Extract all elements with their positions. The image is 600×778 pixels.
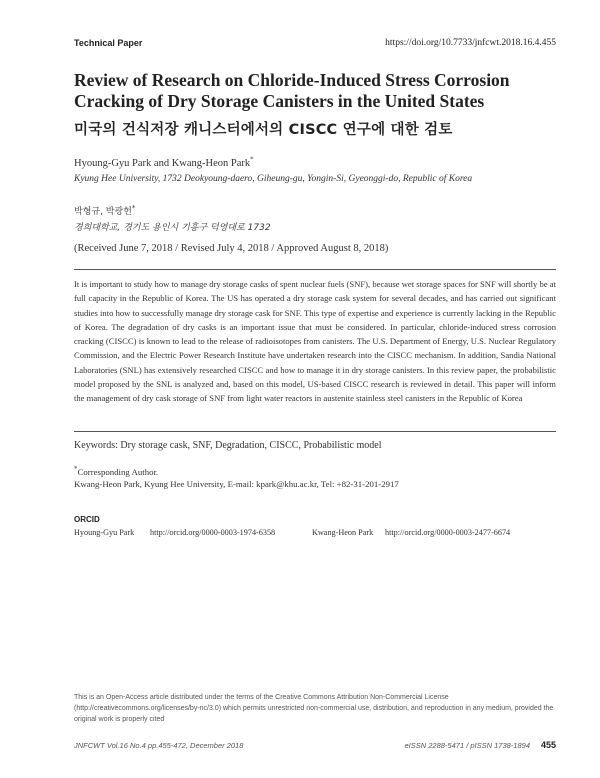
- abstract-bottom-divider: [74, 431, 556, 432]
- keywords: Keywords: Dry storage cask, SNF, Degradation, CISCC, Probabilistic model: [74, 440, 382, 451]
- authors-english-names: Hyoung-Gyu Park and Kwang-Heon Park: [74, 158, 251, 169]
- orcid-name: Kwang-Heon Park: [312, 528, 374, 537]
- page-number: 455: [540, 740, 556, 750]
- affiliation-korean: 경희대학교, 경기도 용인시 기흥구 덕영대로 1732: [74, 223, 271, 233]
- orcid-url-link[interactable]: http://orcid.org/0000-0003-2477-6674: [385, 528, 511, 537]
- affiliation-english: Kyung Hee University, 1732 Deokyoung-daero, Giheung-gu, Yongin-Si, Gyeonggi-do, Republic of Korea: [74, 174, 473, 184]
- page-header: [74, 38, 556, 54]
- title-english: Review of Research on Chloride-Induced Stress Corrosion Cracking of Dry Storage Canisters in the United States: [74, 70, 510, 111]
- title-korean: 미국의 건식저장 캐니스터에서의 CISCC 연구에 대한 검토: [74, 122, 453, 138]
- corresponding-author-details: Kwang-Heon Park, Kyung Hee University, E-mail: kpark@khu.ac.kr, Tel: +82-31-201-2917: [74, 479, 399, 489]
- abstract-top-divider: [74, 269, 556, 270]
- submission-dates: (Received June 7, 2018 / Revised July 4, 2018 / Approved August 8, 2018): [74, 243, 389, 254]
- authors-korean: [74, 204, 135, 217]
- paper-type-label: Technical Paper: [74, 38, 143, 48]
- corresponding-mark-korean: *: [131, 204, 136, 212]
- journal-citation: JNFCWT Vol.16 No.4 pp.455-472, December 2018: [74, 741, 244, 750]
- orcid-name: Hyoung-Gyu Park: [74, 528, 135, 537]
- corresponding-mark: *: [250, 155, 254, 164]
- doi-link[interactable]: https://doi.org/10.7733/jnfcwt.2018.16.4.455: [385, 38, 556, 48]
- authors-korean-names: 박형규, 박광헌: [74, 207, 132, 217]
- issn-info: eISSN 2288-5471 / pISSN 1738-1894: [404, 741, 530, 750]
- orcid-list: [74, 528, 556, 540]
- corresponding-author-label: [74, 466, 399, 478]
- authors-english: [74, 155, 254, 169]
- corresponding-footnote-mark: *: [74, 465, 78, 474]
- orcid-url-link[interactable]: http://orcid.org/0000-0003-1974-6358: [150, 528, 276, 537]
- corresponding-label-text: Corresponding Author.: [77, 467, 159, 477]
- license-notice: This is an Open-Access article distributed under the terms of the Creative Commons Attribution Non-Commercial License (http://creativecommons.org/licenses/by-nc/3.0) which permits unrestricted non-commercial use, distribution, and reproduction in any medium, provided the original work is properly cited: [74, 694, 554, 723]
- page-footer: [74, 741, 556, 753]
- abstract-text: It is important to study how to manage dry storage casks of spent nuclear fuels (SNF), because wet storage spaces for SNF will shortly be at full capacity in the Republic of Korea. The US has operated a dry storage cask system for several decades, and has carried out significant studies into how to successfully manage dry storage cask for SNF. This type of expertise and experience is currently lacking in the Republic of Korea. The degradation of dry casks is an important issue that must be considered. In particular, chloride-induced stress corrosion cracking (CISCC) is known to lead to the release of radioisotopes from canisters. The U.S. Department of Energy, U.S. Nuclear Regulatory Commission, and the Electric Power Research Institute have undertaken research into the CISCC mechanism. In addition, Sandia National Laboratories (SNL) has extensively researched CISCC and how to manage it in dry storage canisters. In this review paper, the probabilistic model proposed by the SNL is analyzed and, based on this model, US-based CISCC research is reviewed in detail. This paper will inform the management of dry cask storage of SNF from light water reactors in austenite stainless steel canisters in the Republic of Korea: [74, 279, 556, 404]
- corresponding-author-block: [74, 466, 399, 490]
- orcid-heading: ORCID: [74, 515, 100, 524]
